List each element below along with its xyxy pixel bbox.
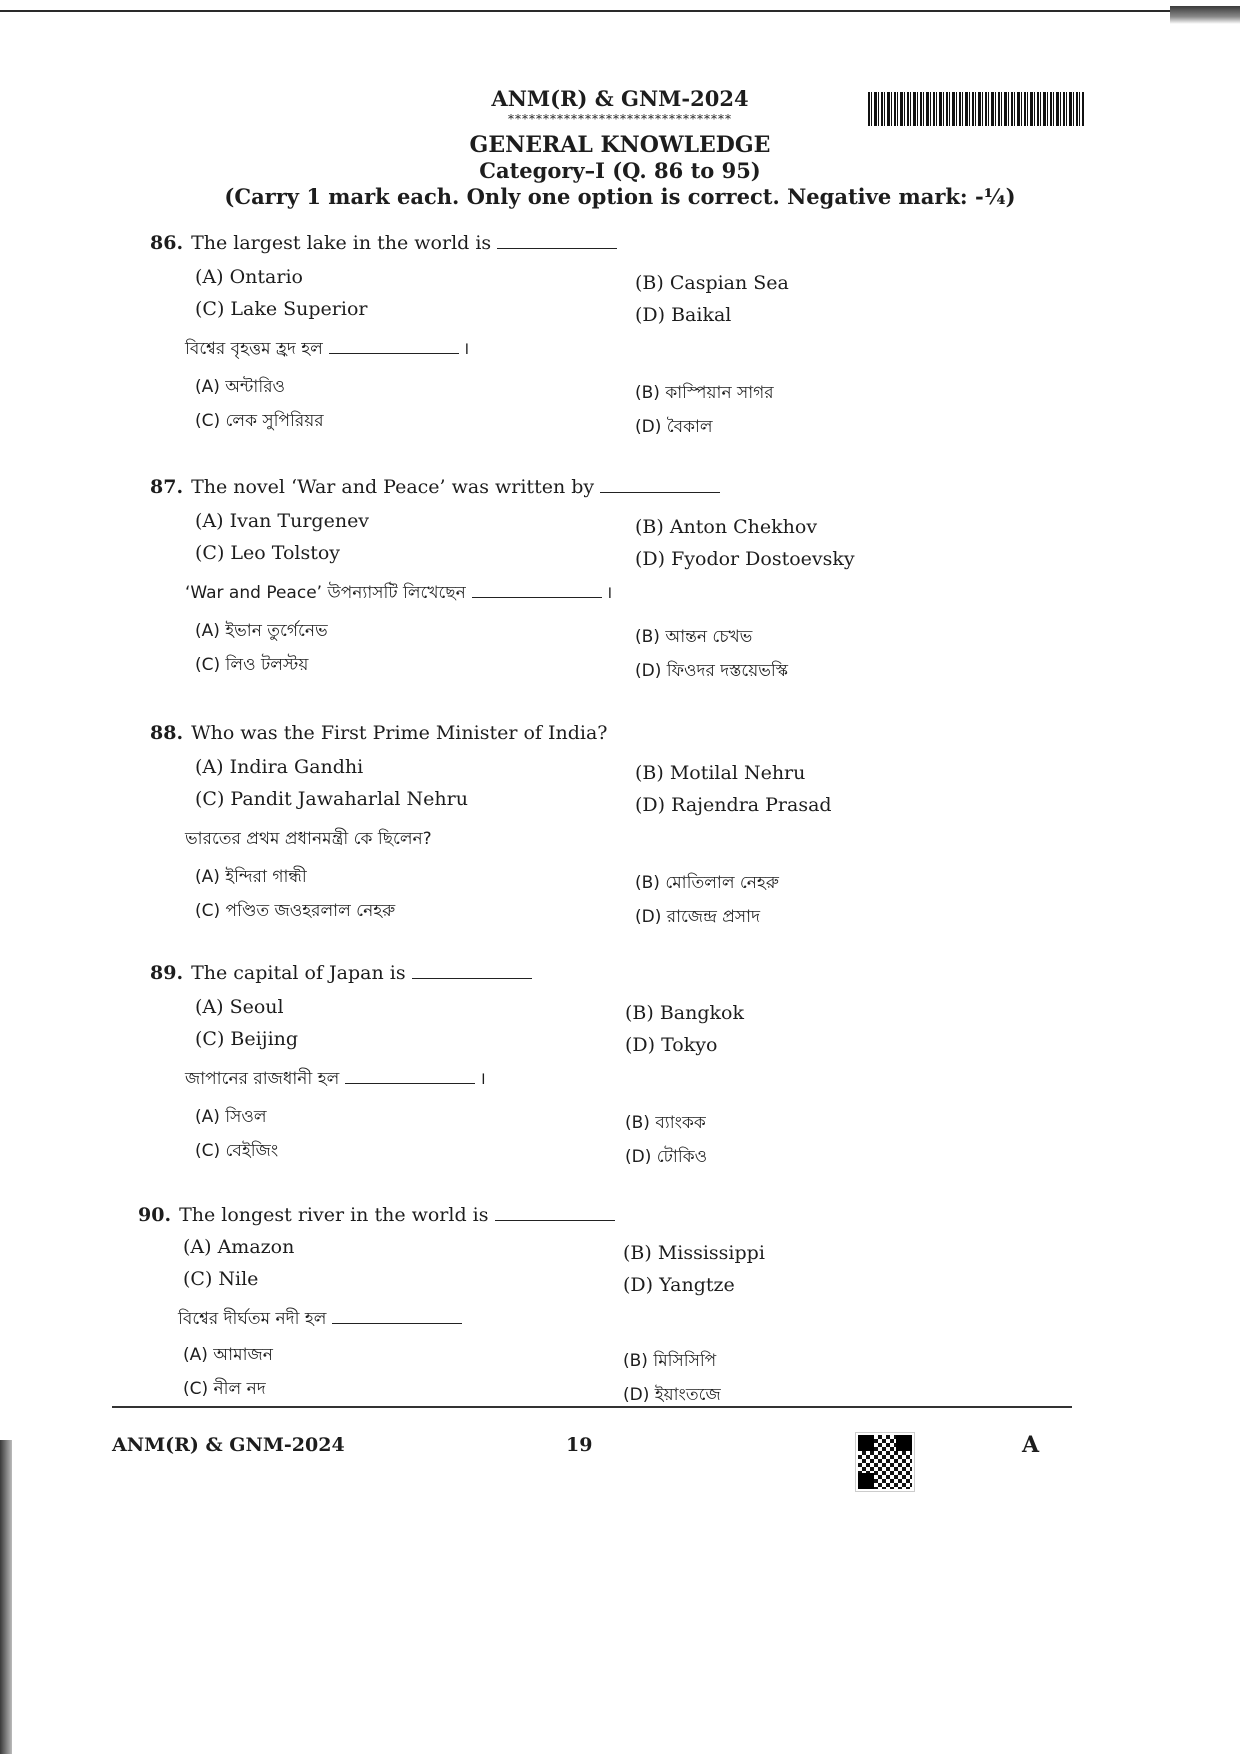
option-a-bengali[interactable]: (A) আমাজন [183, 1345, 273, 1365]
question-text: 90. The longest river in the world is [138, 1204, 615, 1226]
scan-shadow-left [0, 1440, 12, 1754]
barcode-icon [868, 92, 1084, 126]
option-b[interactable]: (B) Caspian Sea [635, 272, 789, 294]
section-title: GENERAL KNOWLEDGE [469, 132, 771, 158]
option-a[interactable]: (A) Ontario [195, 266, 303, 288]
answer-blank [495, 1206, 615, 1221]
option-d-bengali[interactable]: (D) টোকিও [625, 1147, 708, 1167]
question-number: 86. [150, 232, 184, 254]
option-d[interactable]: (D) Rajendra Prasad [635, 794, 832, 816]
option-b[interactable]: (B) Bangkok [625, 1002, 744, 1024]
option-c-bengali[interactable]: (C) বেইজিং [195, 1141, 279, 1161]
option-c-bengali[interactable]: (C) পণ্ডিত জওহরলাল নেহরু [195, 901, 396, 921]
answer-blank [472, 583, 602, 598]
option-c-bengali[interactable]: (C) নীল নদ [183, 1379, 266, 1399]
scan-shadow [1170, 6, 1240, 24]
option-d-bengali[interactable]: (D) বৈকাল [635, 417, 713, 437]
option-d-bengali[interactable]: (D) রাজেন্দ্র প্রসাদ [635, 907, 761, 927]
option-a[interactable]: (A) Indira Gandhi [195, 756, 364, 778]
question-88 [0, 722, 1240, 962]
category-title: Category–I (Q. 86 to 95) [479, 158, 761, 183]
answer-blank [600, 478, 720, 493]
option-b[interactable]: (B) Mississippi [623, 1242, 765, 1264]
option-c[interactable]: (C) Beijing [195, 1028, 299, 1050]
question-text-bengali: বিশ্বের দীর্ঘতম নদী হল [178, 1306, 462, 1334]
answer-blank [497, 234, 617, 249]
question-text: 88. Who was the First Prime Minister of India? [150, 722, 608, 744]
option-b[interactable]: (B) Anton Chekhov [635, 516, 818, 538]
option-a-bengali[interactable]: (A) সিওল [195, 1107, 267, 1127]
question-number: 87. [150, 476, 184, 498]
scan-edge [0, 10, 1170, 12]
question-number: 89. [150, 962, 184, 984]
option-c[interactable]: (C) Pandit Jawaharlal Nehru [195, 788, 468, 810]
question-text: 87. The novel ‘War and Peace’ was written by [150, 476, 720, 498]
question-text: 86. The largest lake in the world is [150, 232, 617, 254]
option-a[interactable]: (A) Amazon [183, 1236, 295, 1258]
option-a-bengali[interactable]: (A) অন্টারিও [195, 377, 286, 397]
option-b-bengali[interactable]: (B) ব্যাংকক [625, 1113, 706, 1133]
option-d[interactable]: (D) Yangtze [623, 1274, 735, 1296]
question-text: 89. The capital of Japan is [150, 962, 532, 984]
question-89 [0, 962, 1240, 1202]
question-text-bengali: বিশ্বের বৃহত্তম হ্রদ হল । [185, 339, 470, 359]
option-b-bengali[interactable]: (B) আন্তন চেখভ [635, 627, 753, 647]
option-c[interactable]: (C) Nile [183, 1268, 259, 1290]
paper-set-letter: A [1022, 1432, 1040, 1458]
question-number: 90. [138, 1204, 172, 1226]
option-b-bengali[interactable]: (B) মিসিসিপি [623, 1351, 717, 1371]
footer-exam-code: ANM(R) & GNM-2024 [112, 1434, 345, 1456]
option-c-bengali[interactable]: (C) লিও টলস্টয় [195, 655, 309, 675]
question-86 [0, 232, 1240, 472]
option-d-bengali[interactable]: (D) ফিওদর দস্তয়েভস্কি [635, 661, 789, 681]
option-a[interactable]: (A) Ivan Turgenev [195, 510, 370, 532]
question-90 [0, 1204, 1240, 1444]
option-b-bengali[interactable]: (B) মোতিলাল নেহরু [635, 873, 779, 893]
option-a-bengali[interactable]: (A) ইন্দিরা গান্ধী [195, 867, 307, 887]
option-a-bengali[interactable]: (A) ইভান তুর্গেনেভ [195, 621, 328, 641]
question-text-bengali: ‘War and Peace’ উপন্যাসটি লিখেছেন । [185, 583, 613, 603]
answer-blank [345, 1069, 475, 1084]
header-divider-stars: ******************************** [508, 112, 732, 126]
option-a[interactable]: (A) Seoul [195, 996, 284, 1018]
answer-blank [332, 1309, 462, 1324]
option-d[interactable]: (D) Baikal [635, 304, 732, 326]
option-d[interactable]: (D) Fyodor Dostoevsky [635, 548, 855, 570]
question-87 [0, 476, 1240, 716]
option-b-bengali[interactable]: (B) কাস্পিয়ান সাগর [635, 383, 774, 403]
option-c[interactable]: (C) Leo Tolstoy [195, 542, 341, 564]
page-number: 19 [566, 1434, 593, 1456]
qr-code-icon [856, 1433, 914, 1491]
answer-blank [412, 964, 532, 979]
exam-code-header: ANM(R) & GNM-2024 [491, 86, 749, 111]
question-text-bengali: জাপানের রাজধানী হল । [185, 1069, 486, 1089]
option-d-bengali[interactable]: (D) ইয়াংতজে [623, 1385, 721, 1405]
option-d[interactable]: (D) Tokyo [625, 1034, 718, 1056]
question-text-bengali: ভারতের প্রথম প্রধানমন্ত্রী কে ছিলেন? [185, 829, 432, 849]
option-c-bengali[interactable]: (C) লেক সুপিরিয়র [195, 411, 324, 431]
footer-divider [112, 1406, 1072, 1408]
question-number: 88. [150, 722, 184, 744]
option-b[interactable]: (B) Motilal Nehru [635, 762, 806, 784]
option-c[interactable]: (C) Lake Superior [195, 298, 368, 320]
marking-instructions: (Carry 1 mark each. Only one option is correct. Negative mark: -¼) [224, 184, 1016, 209]
answer-blank [329, 339, 459, 354]
